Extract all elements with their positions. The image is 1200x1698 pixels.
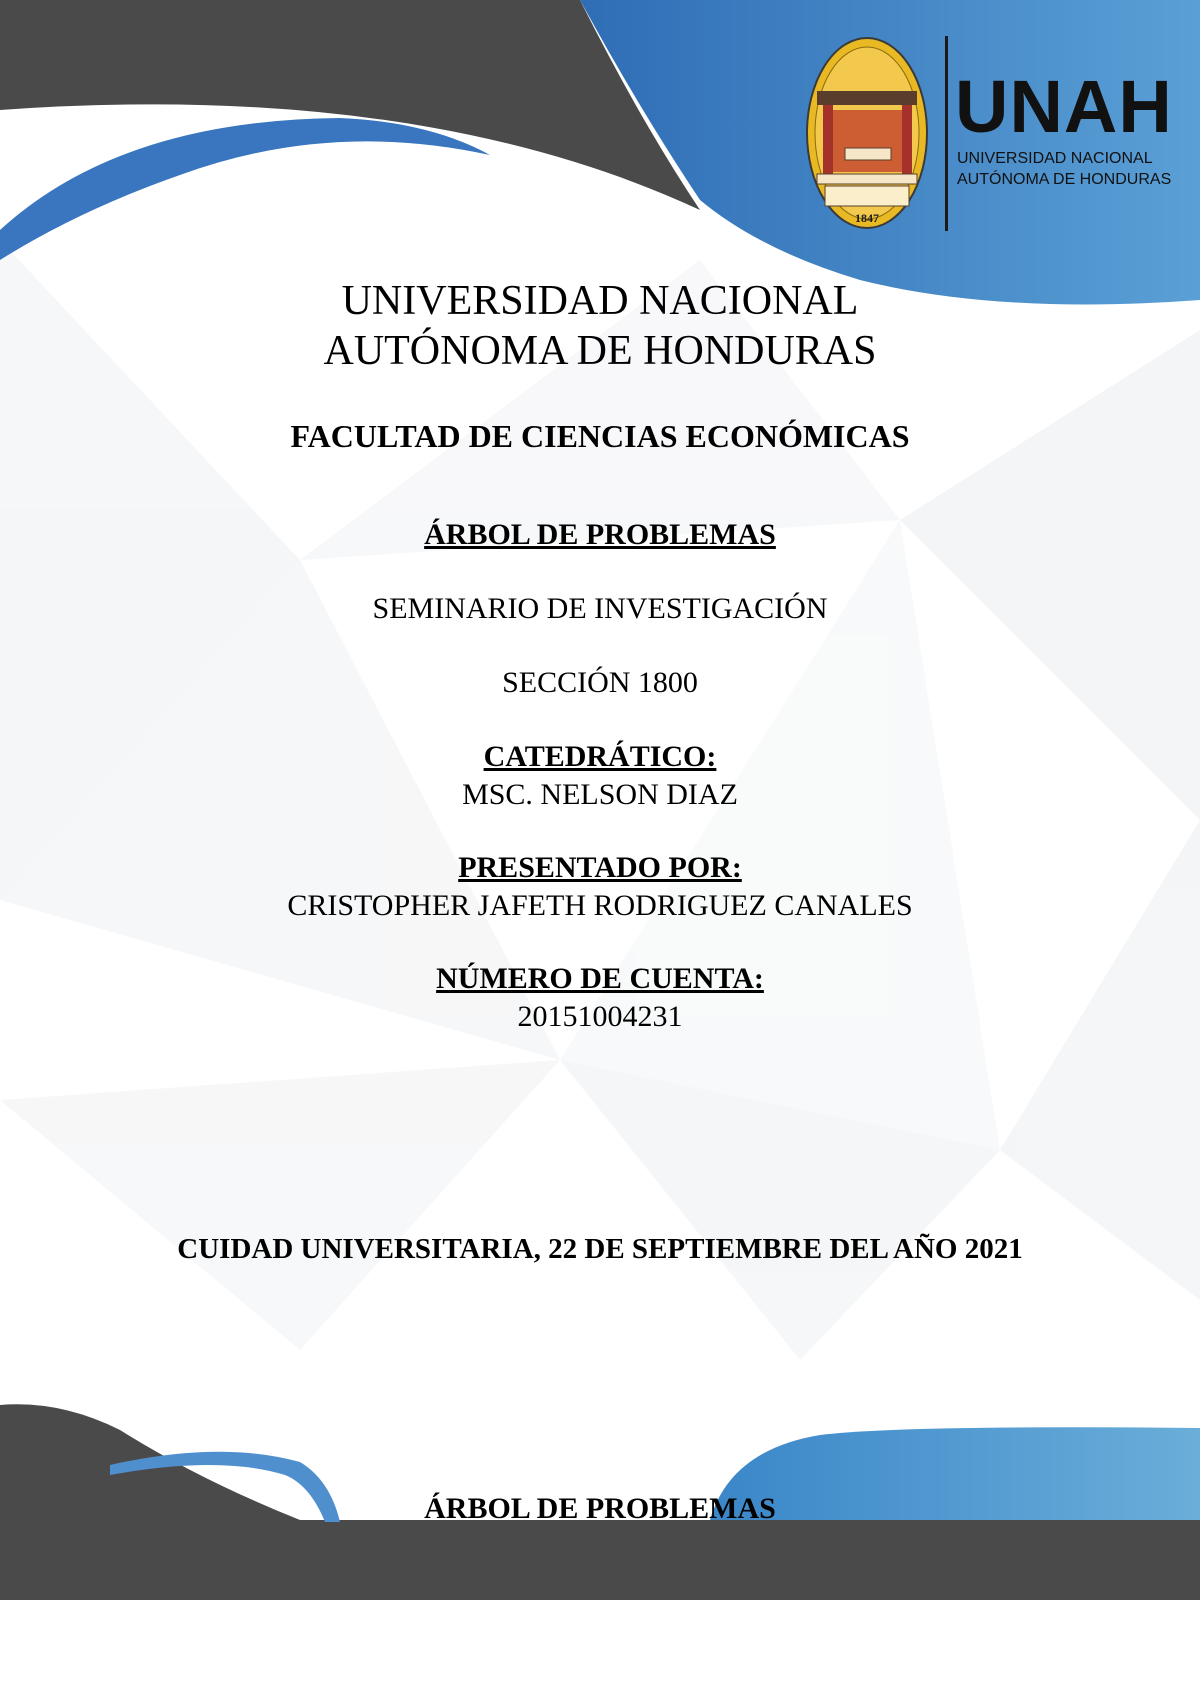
document-title: ÁRBOL DE PROBLEMAS <box>424 518 776 551</box>
place-and-date: CUIDAD UNIVERSITARIA, 22 DE SEPTIEMBRE DEL AÑO 2021 <box>177 1233 1023 1265</box>
logo-name-line2: AUTÓNOMA DE HONDURAS <box>957 171 1172 188</box>
teacher-label: CATEDRÁTICO: <box>483 740 717 773</box>
course-name: SEMINARIO DE INVESTIGACIÓN <box>372 592 828 625</box>
presented-by-label: PRESENTADO POR: <box>458 851 742 884</box>
top-left-blue-swoosh <box>0 118 490 260</box>
unah-logo <box>805 36 1190 231</box>
faculty-name: FACULTAD DE CIENCIAS ECONÓMICAS <box>290 418 910 454</box>
logo-name-line1: UNIVERSIDAD NACIONAL <box>957 150 1153 167</box>
university-name-line1: UNIVERSIDAD NACIONAL <box>341 278 859 324</box>
university-seal <box>805 36 930 231</box>
teacher-name: MSC. NELSON DIAZ <box>462 778 738 811</box>
logo-abbreviation: UNAH <box>955 65 1173 148</box>
student-name: CRISTOPHER JAFETH RODRIGUEZ CANALES <box>287 889 913 922</box>
seal-year: 1847 <box>855 211 879 225</box>
logo-divider <box>945 36 948 231</box>
account-number-label: NÚMERO DE CUENTA: <box>436 962 764 995</box>
footer-title: ÁRBOL DE PROBLEMAS <box>424 1492 776 1525</box>
university-name-line2: AUTÓNOMA DE HONDURAS <box>323 328 877 374</box>
section-number: SECCIÓN 1800 <box>502 666 698 699</box>
account-number: 20151004231 <box>517 1000 683 1033</box>
